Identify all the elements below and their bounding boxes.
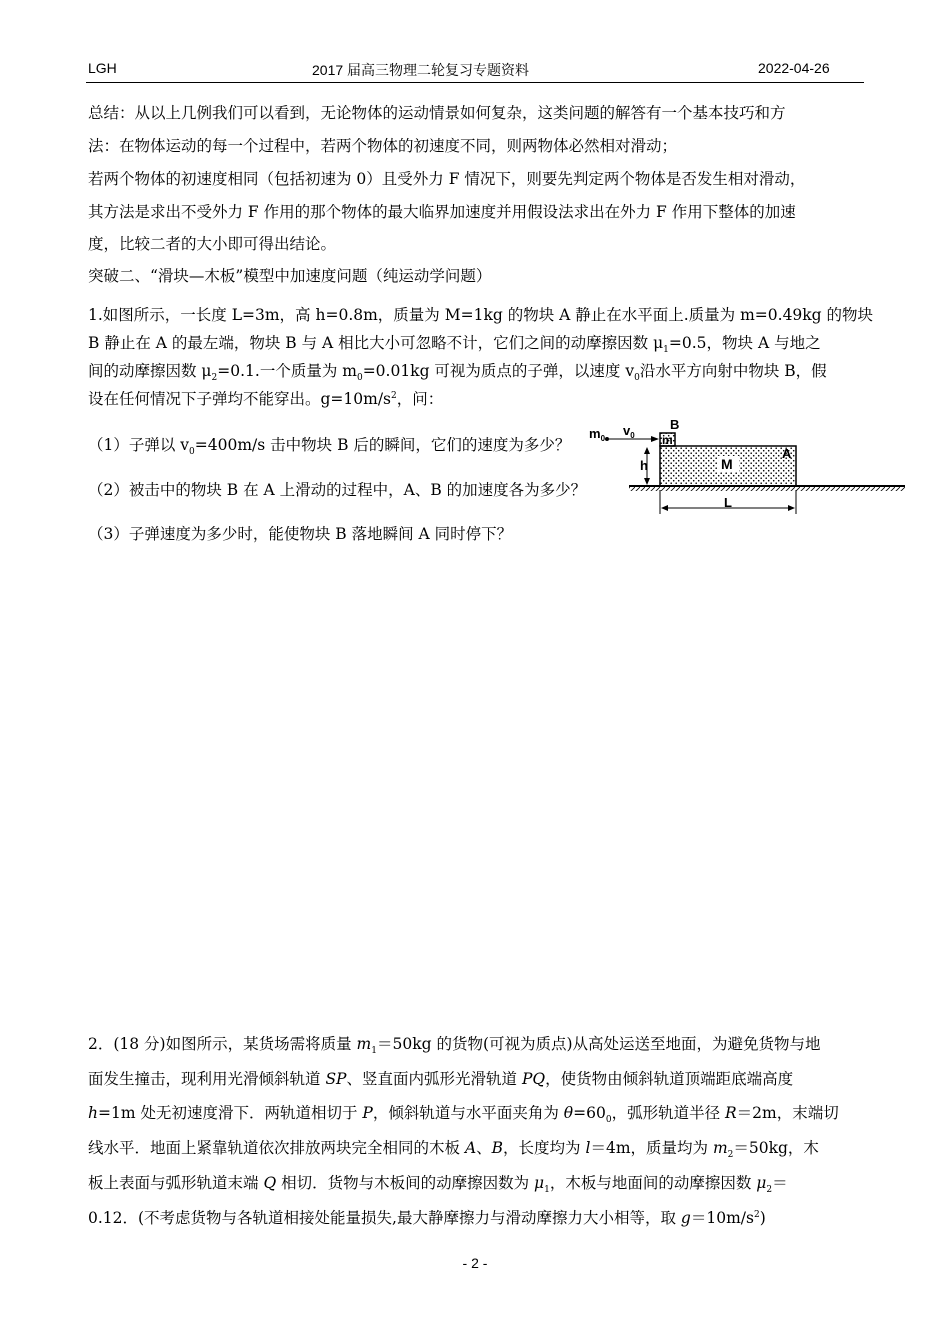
header-rule — [86, 82, 864, 83]
summary-line-3: 若两个物体的初速度相同（包括初速为 0）且受外力 F 情况下，则要先判定两个物体是否发生相对滑动， — [88, 170, 806, 188]
q1-part-1: （1）子弹以 $v_0=400m/s$ 击中物块 B 后的瞬间，它们的速度为多少？ — [88, 436, 571, 457]
q2-line-2: 面发生撞击，现利用光滑倾斜轨道 SP、竖直面内弧形光滑轨道 PQ，使货物由倾斜轨道顶端距底端高度 — [88, 1070, 794, 1088]
header-date: 2022-04-26 — [758, 60, 830, 76]
q2-line-5: 板上表面与弧形轨道末端 Q 相切．货物与木板间的动摩擦因数为 $\mu_1$，木板与地面间的动摩擦因数 $\mu_2=$ — [88, 1174, 788, 1195]
q2-line-1: 2．(18 分)如图所示，某货场需将质量 $m_1=50kg$ 的货物(可视为质点)从高处运送至地面，为避免货物与地 — [88, 1035, 821, 1056]
q1-part-2: （2）被击中的物块 B 在 A 上滑动的过程中，A、B 的加速度各为多少？ — [88, 481, 587, 499]
summary-line-5: 度，比较二者的大小即可得出结论。 — [88, 235, 337, 253]
label-v0: $v_0$ — [623, 423, 635, 440]
q1-line-4: 设在任何情况下子弹均不能穿出。$g=10m/s^2$，问： — [88, 390, 444, 408]
q1-line-1: 1.如图所示，一长度 L=3m，高 h=0.8m，质量为 M=1kg 的物块 A 静止在水平面上.质量为 m=0.49kg 的物块 — [88, 306, 874, 324]
section-title: 突破二、“滑块—木板”模型中加速度问题（纯运动学问题） — [88, 267, 492, 285]
h-arrowhead-bottom — [644, 478, 650, 485]
velocity-arrowhead — [651, 436, 659, 442]
summary-line-1: 总结：从以上几例我们可以看到，无论物体的运动情景如何复杂，这类问题的解答有一个基本技巧和方 — [88, 104, 786, 122]
summary-line-4: 其方法是求出不受外力 F 作用的那个物体的最大临界加速度并用假设法求出在外力 F 作用下整体的加速 — [88, 203, 796, 221]
header-title: 2017 届高三物理二轮复习专题资料 — [312, 62, 530, 78]
label-h: h — [640, 458, 648, 473]
q1-line-2: B 静止在 A 的最左端，物块 B 与 A 相比大小可忽略不计，它们之间的动摩擦因数 $\mu_1=0.5$，物块 A 与地之 — [88, 334, 821, 355]
summary-line-2: 法：在物体运动的每一个过程中，若两个物体的初速度不同，则两物体必然相对滑动； — [88, 137, 678, 155]
label-L: L — [724, 495, 732, 510]
bullet — [605, 437, 609, 441]
label-A: A — [782, 446, 792, 461]
label-B: B — [670, 417, 680, 432]
q1-line-3: 间的动摩擦因数 $\mu_2=0.1$.一个质量为 $m_0=0.01kg$ 可视为质点的子弹，以速度 $v_0$沿水平方向射中物块 B，假 — [88, 362, 827, 383]
q2-line-4: 线水平．地面上紧靠轨道依次排放两块完全相同的木板 A、B，长度均为 l＝4m，质量均为 $m_2=50kg$，木 — [88, 1139, 819, 1160]
page-number: - 2 - — [462, 1255, 488, 1271]
h-arrowhead-top — [644, 447, 650, 454]
block-on-plank-figure — [585, 412, 910, 517]
label-m: m — [662, 433, 673, 447]
label-M: M — [721, 456, 733, 472]
label-m0: $m_0$ — [589, 426, 606, 443]
q2-line-3: h=1m 处无初速度滑下．两轨道相切于 P，倾斜轨道与水平面夹角为 $\theta=60_0$，弧形轨道半径 R＝2m，末端切 — [88, 1104, 839, 1125]
L-arrowhead-right — [788, 505, 795, 511]
header-left: LGH — [88, 60, 117, 76]
q1-part-3: （3）子弹速度为多少时，能使物块 B 落地瞬间 A 同时停下？ — [88, 525, 513, 543]
q2-line-6: 0.12．(不考虑货物与各轨道相接处能量损失,最大静摩擦力与滑动摩擦力大小相等，取 $g=10m/s^2$) — [88, 1209, 766, 1227]
L-arrowhead-left — [661, 505, 668, 511]
